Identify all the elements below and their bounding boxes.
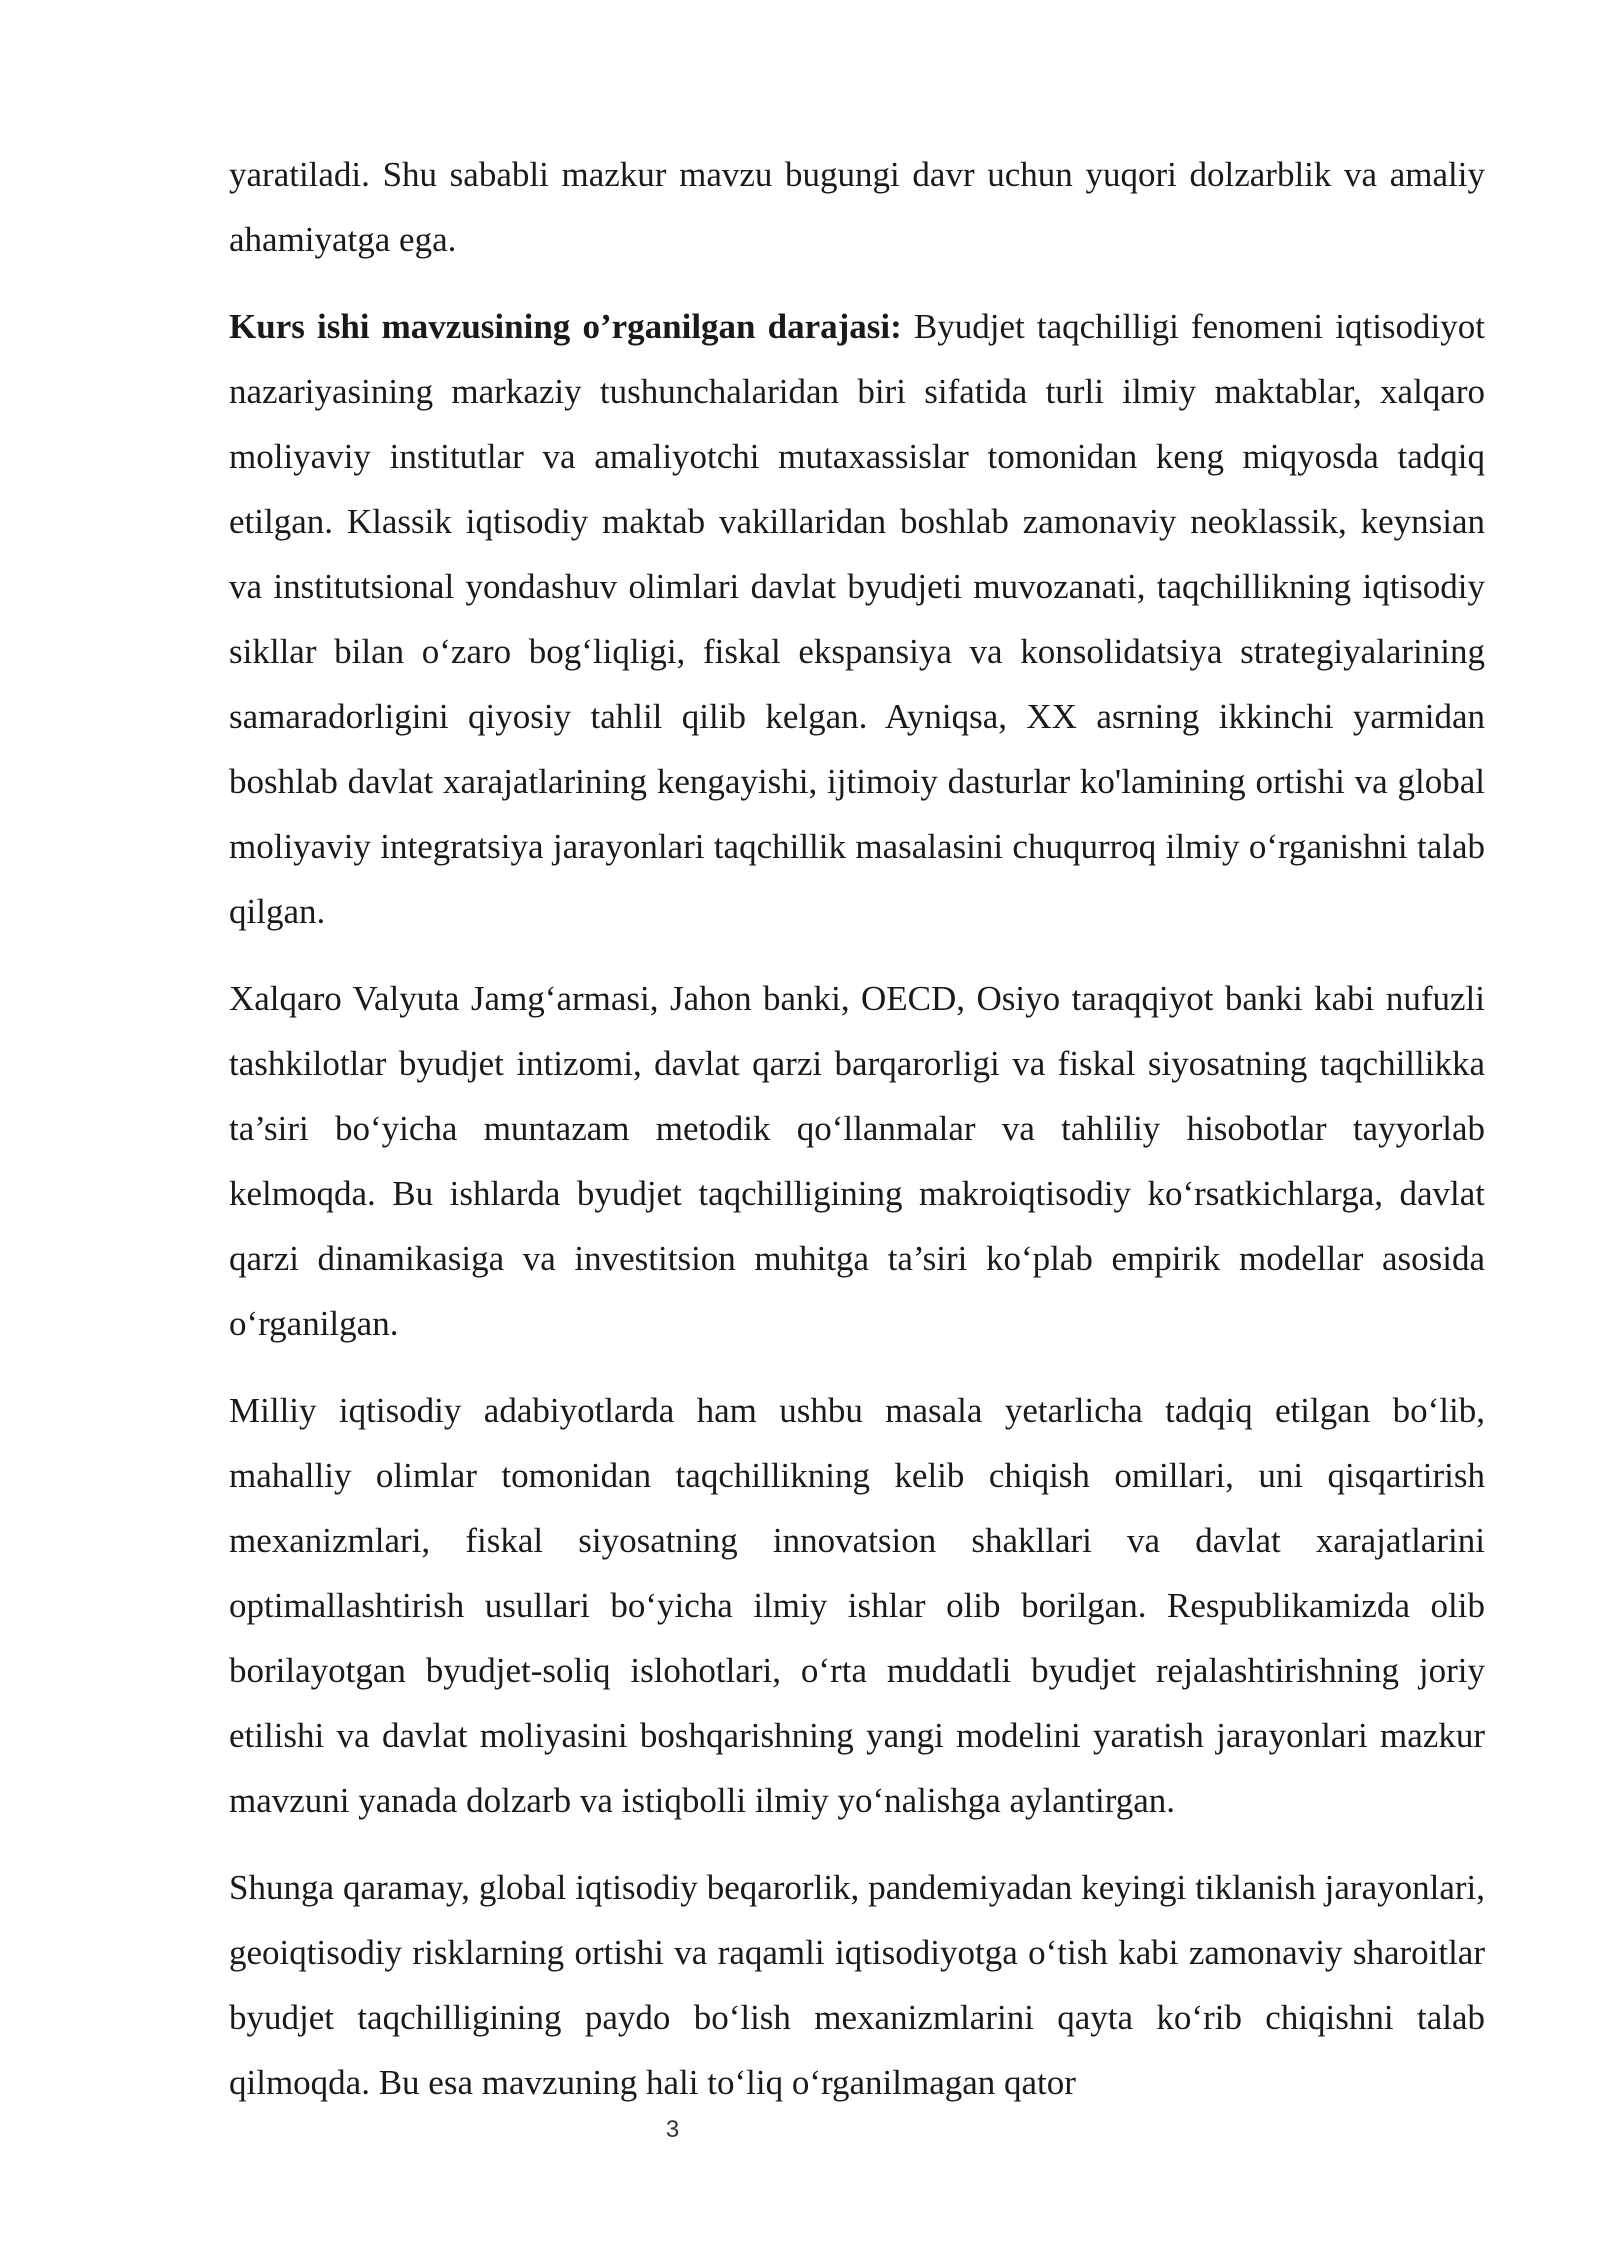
paragraph-5 bbox=[229, 1855, 1485, 2115]
page-number: 3 bbox=[665, 2116, 680, 2143]
paragraph-4 bbox=[229, 1378, 1485, 1833]
paragraph-5-text: Shunga qaramay, global iqtisodiy beqarorlik, pandemiyadan keyingi tiklanish jarayonlari, geoiqtisodiy risklarning ortishi va raqamli iqtisodiyotga o‘tish kabi zamonaviy sharoitlar byudjet taqchilligining paydo bo‘lish mexanizmlarini qayta ko‘rib chiqishni talab qilmoqda. Bu esa mavzuning hali to‘liq o‘rganilmagan qator bbox=[229, 1868, 1485, 2102]
paragraph-4-text: Milliy iqtisodiy adabiyotlarda ham ushbu masala yetarlicha tadqiq etilgan bo‘lib, mahalliy olimlar tomonidan taqchillikning kelib chiqish omillari, uni qisqartirish mexanizmlari, fiskal siyosatning innovatsion shakllari va davlat xarajatlarini optimallashtirish usullari bo‘yicha ilmiy ishlar olib borilgan. Respublikamizda olib borilayotgan byudjet-soliq islohotlari, o‘rta muddatli byudjet rejalashtirishning joriy etilishi va davlat moliyasini boshqarishning yangi modelini yaratish jarayonlari mazkur mavzuni yanada dolzarb va istiqbolli ilmiy yo‘nalishga aylantirgan. bbox=[229, 1391, 1485, 1820]
paragraph-3 bbox=[229, 966, 1485, 1356]
paragraph-2-text: Byudjet taqchilligi fenomeni iqtisodiyot nazariyasining markaziy tushunchalaridan biri sifatida turli ilmiy maktablar, xalqaro moliyaviy institutlar va amaliyotchi mutaxassislar tomonidan keng miqyosda tadqiq etilgan. Klassik iqtisodiy maktab vakillaridan boshlab zamonaviy neoklassik, keynsian va institutsional yondashuv olimlari davlat byudjeti muvozanati, taqchillikning iqtisodiy sikllar bilan o‘zaro bog‘liqligi, fiskal ekspansiya va konsolidatsiya strategiyalarining samaradorligini qiyosiy tahlil qilib kelgan. Ayniqsa, XX asrning ikkinchi yarmidan boshlab davlat xarajatlarining kengayishi, ijtimoiy dasturlar ko'lamining ortishi va global moliyaviy integratsiya jarayonlari taqchillik masalasini chuqurroq ilmiy o‘rganishni talab qilgan. bbox=[229, 307, 1485, 931]
paragraph-1 bbox=[229, 142, 1485, 272]
paragraph-2 bbox=[229, 294, 1485, 944]
section-heading-inline: Kurs ishi mavzusining o’rganilgan darajasi: bbox=[229, 307, 902, 346]
document-page bbox=[229, 142, 1485, 2137]
paragraph-3-text: Xalqaro Valyuta Jamg‘armasi, Jahon banki, OECD, Osiyo taraqqiyot banki kabi nufuzli tashkilotlar byudjet intizomi, davlat qarzi barqarorligi va fiskal siyosatning taqchillikka ta’siri bo‘yicha muntazam metodik qo‘llanmalar va tahliliy hisobotlar tayyorlab kelmoqda. Bu ishlarda byudjet taqchilligining makroiqtisodiy ko‘rsatkichlarga, davlat qarzi dinamikasiga va investitsion muhitga ta’siri ko‘plab empirik modellar asosida o‘rganilgan. bbox=[229, 979, 1485, 1343]
paragraph-1-text: yaratiladi. Shu sababli mazkur mavzu bugungi davr uchun yuqori dolzarblik va amaliy ahamiyatga ega. bbox=[229, 155, 1485, 259]
